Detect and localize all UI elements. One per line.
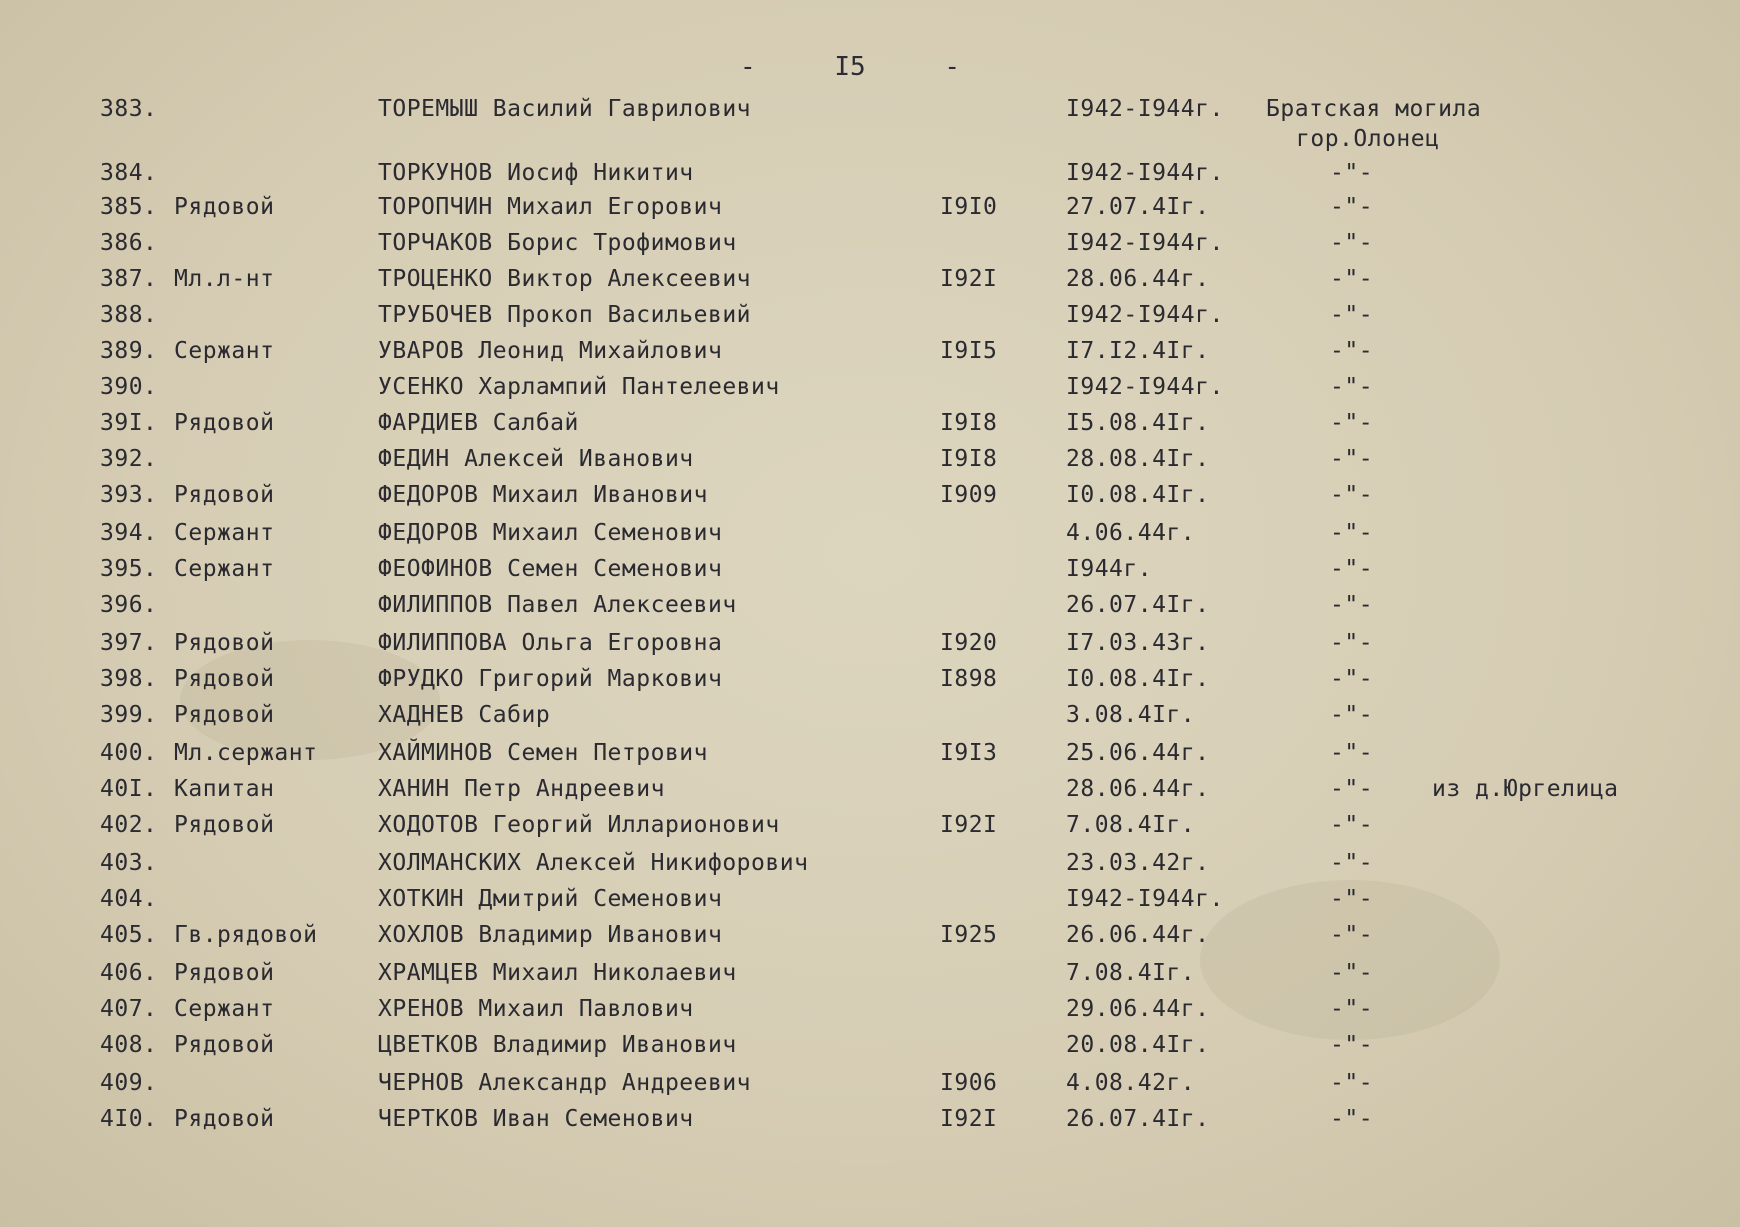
row-number: 406. (100, 960, 158, 986)
row-rank: Мл.сержант (174, 740, 318, 766)
row-burial-place: -"- (1330, 996, 1374, 1022)
row-rank: Рядовой (174, 1106, 275, 1132)
row-number: 400. (100, 740, 158, 766)
row-rank: Гв.рядовой (174, 922, 318, 948)
row-death-date: 23.03.42г. (1066, 850, 1210, 876)
table-row (0, 776, 1740, 810)
table-row (0, 1070, 1740, 1104)
row-person-name: ХОХЛОВ Владимир Иванович (378, 922, 723, 948)
row-birth-year: I9I5 (940, 338, 998, 364)
table-row (0, 266, 1740, 300)
row-burial-place: -"- (1330, 592, 1374, 618)
row-death-date: I942-I944г. (1066, 230, 1224, 256)
row-birth-year: I920 (940, 630, 998, 656)
table-row (0, 960, 1740, 994)
row-number: 383. (100, 96, 158, 122)
row-number: 398. (100, 666, 158, 692)
page-number-dash-right: - (944, 52, 960, 82)
table-row (0, 630, 1740, 664)
burial-place-line2: гор.Олонец (1296, 126, 1440, 152)
row-person-name: ФРУДКО Григорий Маркович (378, 666, 723, 692)
row-death-date: I0.08.4Iг. (1066, 666, 1210, 692)
table-row (0, 446, 1740, 480)
row-number: 403. (100, 850, 158, 876)
table-row (0, 740, 1740, 774)
row-rank: Рядовой (174, 630, 275, 656)
row-death-date: 7.08.4Iг. (1066, 960, 1196, 986)
row-death-date: 26.07.4Iг. (1066, 1106, 1210, 1132)
row-birth-year: I925 (940, 922, 998, 948)
row-person-name: ТРОЦЕНКО Виктор Алексеевич (378, 266, 752, 292)
table-row (0, 1106, 1740, 1140)
row-number: 396. (100, 592, 158, 618)
row-person-name: УВАРОВ Леонид Михайлович (378, 338, 723, 364)
table-row (0, 338, 1740, 372)
row-burial-place: -"- (1330, 886, 1374, 912)
row-death-date: 20.08.4Iг. (1066, 1032, 1210, 1058)
row-death-date: I942-I944г. (1066, 160, 1224, 186)
row-note: из д.Юргелица (1432, 776, 1619, 802)
row-burial-place: -"- (1330, 1070, 1374, 1096)
row-death-date: 3.08.4Iг. (1066, 702, 1196, 728)
row-burial-place: -"- (1330, 1106, 1374, 1132)
row-burial-place: -"- (1330, 1032, 1374, 1058)
row-death-date: 26.06.44г. (1066, 922, 1210, 948)
row-burial-place: -"- (1330, 960, 1374, 986)
row-death-date: 4.08.42г. (1066, 1070, 1196, 1096)
table-row (0, 996, 1740, 1030)
row-number: 394. (100, 520, 158, 546)
row-burial-place: -"- (1330, 374, 1374, 400)
row-birth-year: I9I8 (940, 410, 998, 436)
table-row (0, 482, 1740, 516)
table-row (0, 556, 1740, 590)
row-number: 388. (100, 302, 158, 328)
table-row (0, 812, 1740, 846)
row-number: 405. (100, 922, 158, 948)
row-death-date: I942-I944г. (1066, 96, 1224, 122)
row-burial-place: -"- (1330, 702, 1374, 728)
row-death-date: 27.07.4Iг. (1066, 194, 1210, 220)
row-rank: Рядовой (174, 666, 275, 692)
row-death-date: I942-I944г. (1066, 302, 1224, 328)
row-burial-place: -"- (1330, 302, 1374, 328)
row-burial-place: -"- (1330, 556, 1374, 582)
row-number: 407. (100, 996, 158, 1022)
row-birth-year: I9I8 (940, 446, 998, 472)
row-death-date: 7.08.4Iг. (1066, 812, 1196, 838)
row-number: 393. (100, 482, 158, 508)
row-death-date: 28.06.44г. (1066, 776, 1210, 802)
row-number: 408. (100, 1032, 158, 1058)
page-number-dash-left: - (740, 52, 756, 82)
row-number: 385. (100, 194, 158, 220)
row-person-name: ФЕДОРОВ Михаил Семенович (378, 520, 723, 546)
row-birth-year: I9I0 (940, 194, 998, 220)
row-rank: Сержант (174, 556, 275, 582)
row-person-name: ХАДНЕВ Сабир (378, 702, 551, 728)
row-burial-place: Братская могила (1266, 96, 1482, 122)
row-person-name: ХОЛМАНСКИХ Алексей Никифорович (378, 850, 809, 876)
table-row (0, 410, 1740, 444)
row-rank: Сержант (174, 520, 275, 546)
row-burial-place: -"- (1330, 410, 1374, 436)
row-number: 384. (100, 160, 158, 186)
row-number: 395. (100, 556, 158, 582)
row-rank: Рядовой (174, 702, 275, 728)
row-person-name: ХАНИН Петр Андреевич (378, 776, 665, 802)
row-death-date: 26.07.4Iг. (1066, 592, 1210, 618)
table-row (0, 520, 1740, 554)
row-burial-place: -"- (1330, 850, 1374, 876)
row-burial-place: -"- (1330, 194, 1374, 220)
row-rank: Мл.л-нт (174, 266, 275, 292)
page-number-value: I5 (834, 52, 866, 82)
row-rank: Капитан (174, 776, 275, 802)
row-person-name: ТОРОПЧИН Михаил Егорович (378, 194, 723, 220)
row-rank: Сержант (174, 338, 275, 364)
row-rank: Рядовой (174, 410, 275, 436)
row-person-name: ХОТКИН Дмитрий Семенович (378, 886, 723, 912)
row-person-name: ТОРКУНОВ Иосиф Никитич (378, 160, 694, 186)
row-death-date: I7.I2.4Iг. (1066, 338, 1210, 364)
row-number: 392. (100, 446, 158, 472)
row-rank: Рядовой (174, 482, 275, 508)
row-person-name: ФИЛИППОВА Ольга Егоровна (378, 630, 723, 656)
row-birth-year: I909 (940, 482, 998, 508)
table-row (0, 850, 1740, 884)
row-birth-year: I92I (940, 266, 998, 292)
row-death-date: 28.06.44г. (1066, 266, 1210, 292)
row-burial-place: -"- (1330, 812, 1374, 838)
row-burial-place: -"- (1330, 922, 1374, 948)
row-rank: Рядовой (174, 960, 275, 986)
table-row (0, 702, 1740, 736)
row-number: 399. (100, 702, 158, 728)
row-person-name: ХРАМЦЕВ Михаил Николаевич (378, 960, 737, 986)
row-rank: Сержант (174, 996, 275, 1022)
table-row (0, 666, 1740, 700)
row-burial-place: -"- (1330, 776, 1374, 802)
row-number: 389. (100, 338, 158, 364)
row-number: 387. (100, 266, 158, 292)
row-person-name: ЧЕРНОВ Александр Андреевич (378, 1070, 752, 1096)
table-row (0, 194, 1740, 228)
row-number: 409. (100, 1070, 158, 1096)
row-person-name: ТРУБОЧЕВ Прокоп Васильевий (378, 302, 752, 328)
row-number: 386. (100, 230, 158, 256)
row-birth-year: I906 (940, 1070, 998, 1096)
row-birth-year: I92I (940, 1106, 998, 1132)
row-burial-place: -"- (1330, 338, 1374, 364)
row-person-name: УСЕНКО Харлампий Пантелеевич (378, 374, 780, 400)
row-number: 4I0. (100, 1106, 158, 1132)
table-row (0, 160, 1740, 194)
row-burial-place: -"- (1330, 446, 1374, 472)
row-birth-year: I898 (940, 666, 998, 692)
row-death-date: 4.06.44г. (1066, 520, 1196, 546)
row-number: 397. (100, 630, 158, 656)
table-row (0, 374, 1740, 408)
row-person-name: ЧЕРТКОВ Иван Семенович (378, 1106, 694, 1132)
page-number (740, 52, 960, 82)
row-death-date: I942-I944г. (1066, 374, 1224, 400)
row-death-date: I5.08.4Iг. (1066, 410, 1210, 436)
row-death-date: 25.06.44г. (1066, 740, 1210, 766)
row-person-name: ТОРЧАКОВ Борис Трофимович (378, 230, 737, 256)
row-burial-place: -"- (1330, 160, 1374, 186)
table-row (0, 1032, 1740, 1066)
row-birth-year: I92I (940, 812, 998, 838)
row-death-date: I942-I944г. (1066, 886, 1224, 912)
row-burial-place: -"- (1330, 740, 1374, 766)
row-number: 404. (100, 886, 158, 912)
row-death-date: 29.06.44г. (1066, 996, 1210, 1022)
row-person-name: ФАРДИЕВ Салбай (378, 410, 579, 436)
row-person-name: ХАЙМИНОВ Семен Петрович (378, 740, 708, 766)
row-birth-year: I9I3 (940, 740, 998, 766)
row-burial-place: -"- (1330, 482, 1374, 508)
row-death-date: I7.03.43г. (1066, 630, 1210, 656)
row-person-name: ФИЛИППОВ Павел Алексеевич (378, 592, 737, 618)
row-burial-place: -"- (1330, 666, 1374, 692)
row-burial-place: -"- (1330, 266, 1374, 292)
row-person-name: ТОРЕМЫШ Василий Гаврилович (378, 96, 752, 122)
table-row (0, 592, 1740, 626)
table-row (0, 96, 1740, 130)
table-row (0, 886, 1740, 920)
row-person-name: ХОДОТОВ Георгий Илларионович (378, 812, 780, 838)
table-row (0, 302, 1740, 336)
row-burial-place: -"- (1330, 520, 1374, 546)
row-rank: Рядовой (174, 812, 275, 838)
row-death-date: I944г. (1066, 556, 1153, 582)
row-person-name: ФЕДИН Алексей Иванович (378, 446, 694, 472)
table-row (0, 230, 1740, 264)
row-burial-place: -"- (1330, 230, 1374, 256)
row-rank: Рядовой (174, 194, 275, 220)
row-rank: Рядовой (174, 1032, 275, 1058)
row-death-date: I0.08.4Iг. (1066, 482, 1210, 508)
row-number: 39I. (100, 410, 158, 436)
row-person-name: ЦВЕТКОВ Владимир Иванович (378, 1032, 737, 1058)
row-number: 390. (100, 374, 158, 400)
row-person-name: ФЕОФИНОВ Семен Семенович (378, 556, 723, 582)
row-burial-place: -"- (1330, 630, 1374, 656)
table-row (0, 922, 1740, 956)
row-person-name: ФЕДОРОВ Михаил Иванович (378, 482, 708, 508)
row-death-date: 28.08.4Iг. (1066, 446, 1210, 472)
row-number: 402. (100, 812, 158, 838)
row-person-name: ХРЕНОВ Михаил Павлович (378, 996, 694, 1022)
row-number: 40I. (100, 776, 158, 802)
